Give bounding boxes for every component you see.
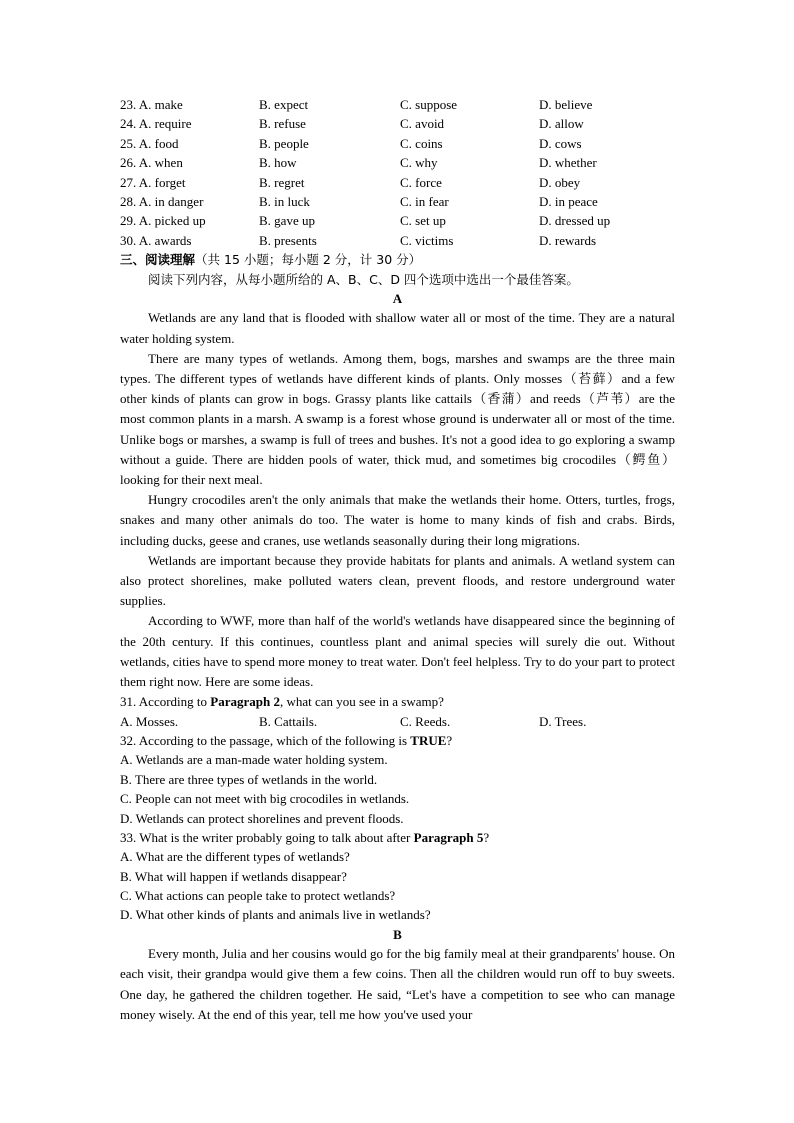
question-32-stem	[120, 731, 675, 750]
cloze-option-a[interactable]: 28. A. in danger	[120, 193, 204, 209]
cloze-option-c[interactable]: C. why	[400, 155, 438, 171]
cloze-option-c[interactable]: C. in fear	[400, 193, 449, 209]
section-title: 三、阅读理解	[120, 252, 196, 268]
cloze-option-a[interactable]: 26. A. when	[120, 155, 183, 171]
cloze-option-a[interactable]: 29. A. picked up	[120, 213, 206, 229]
cloze-option-d[interactable]: D. cows	[539, 135, 582, 151]
q31-option-b[interactable]: B. Cattails.	[259, 713, 318, 729]
cloze-option-b[interactable]: B. gave up	[259, 213, 315, 229]
q33-stem-bold: Paragraph 5	[413, 829, 484, 845]
cloze-option-b[interactable]: B. how	[259, 155, 297, 171]
cloze-option-b[interactable]: B. in luck	[259, 193, 310, 209]
passage-a-body	[120, 308, 675, 692]
cloze-option-d[interactable]: D. obey	[539, 174, 581, 190]
q32-option-c[interactable]: C. People can not meet with big crocodiles in wetlands.	[120, 791, 410, 807]
q32-stem-bold: TRUE	[410, 732, 447, 748]
cloze-row	[120, 173, 675, 192]
cloze-row	[120, 95, 675, 114]
question-31-options	[120, 712, 675, 731]
cloze-option-a[interactable]: 23. A. make	[120, 97, 183, 112]
q32-stem-post: ?	[446, 732, 453, 748]
q32-option-b[interactable]: B. There are three types of wetlands in the world.	[120, 771, 378, 787]
cloze-option-a[interactable]: 25. A. food	[120, 135, 179, 151]
q32-stem-pre: 32. According to the passage, which of the following is	[120, 732, 411, 748]
cloze-row	[120, 192, 675, 211]
cloze-row	[120, 153, 675, 172]
cloze-option-c[interactable]: C. victims	[400, 232, 454, 248]
q31-stem-bold: Paragraph 2	[210, 694, 280, 710]
q33-option-b[interactable]: B. What will happen if wetlands disappear?	[120, 868, 347, 884]
q31-option-a[interactable]: A. Mosses.	[120, 713, 179, 729]
q33-stem-post: ?	[483, 829, 490, 845]
cloze-options-table	[120, 95, 675, 250]
question-32	[120, 731, 675, 828]
cloze-option-d[interactable]: D. allow	[539, 116, 584, 132]
cloze-row	[120, 211, 675, 230]
q31-stem-post: , what can you see in a swamp?	[279, 694, 444, 710]
question-33-stem	[120, 828, 675, 847]
q32-option-a[interactable]: A. Wetlands are a man-made water holding system.	[120, 752, 388, 768]
cloze-option-b[interactable]: B. expect	[259, 97, 309, 112]
cloze-row	[120, 231, 675, 250]
passage-a-paragraph-2: There are many types of wetlands. Among them, bogs, marshes and swamps are the three main types. The different types of wetlands have different kinds of plants. Only mosses（苔藓）and a few other kinds of plants can grow in bogs. Grassy plants like cattails（香蒲）and reeds（芦苇）are the most common plants in a marsh. A swamp is a forest whose ground is underwater all or most of the time. Unlike bogs or marshes, a swamp is full of trees and bushes. It's not a good idea to go exploring a swamp without a guide. There are hidden pools of water, thick mud, and sometimes big crocodiles（鳄鱼）looking for their next meal.	[120, 350, 675, 487]
cloze-option-d[interactable]: D. rewards	[539, 232, 597, 248]
q31-option-d[interactable]: D. Trees.	[539, 713, 587, 729]
question-31-stem	[120, 692, 675, 711]
passage-b-label: B	[393, 926, 402, 942]
exam-page	[120, 95, 675, 1025]
cloze-option-a[interactable]: 24. A. require	[120, 116, 192, 132]
cloze-option-c[interactable]: C. force	[400, 174, 442, 190]
section-instruction: 阅读下列内容，从每小题所给的 A、B、C、D 四个选项中选出一个最佳答案。	[148, 271, 579, 287]
question-31	[120, 692, 675, 731]
passage-b-paragraph-1: Every month, Julia and her cousins would go for the big family meal at their grandparents' house. On each visit, their grandpa would give them a few coins. Then all the children would run off to buy sweets. One day, he gathered the children together. He said, “Let's have a competition to see who can manage money wisely. At the end of this year, tell me how you've used your	[120, 946, 675, 1022]
passage-a-paragraph-5: According to WWF, more than half of the world's wetlands have disappeared since the beginning of the 20th century. If this continues, countless plant and animal species will surely die out. Without wetlands, cities have to spend more money to treat water. Don't feel helpless. Try to do your part to protect them right now. Here are some ideas.	[120, 613, 675, 689]
cloze-option-a[interactable]: 30. A. awards	[120, 232, 192, 248]
cloze-option-c[interactable]: C. set up	[400, 213, 446, 229]
section-heading	[120, 250, 675, 269]
passage-a-paragraph-3: Hungry crocodiles aren't the only animals that make the wetlands their home. Otters, turtles, frogs, snakes and many other animals do too. The water is home to many kinds of fish and crabs. Birds, including ducks, geese and cranes, use wetlands seasonally during their long migrations.	[120, 492, 675, 548]
q31-stem-pre: 31. According to	[120, 694, 211, 710]
cloze-option-d[interactable]: D. whether	[539, 155, 597, 171]
question-33	[120, 828, 675, 925]
cloze-option-a[interactable]: 27. A. forget	[120, 174, 186, 190]
cloze-option-c[interactable]: C. avoid	[400, 116, 445, 132]
cloze-option-c[interactable]: C. suppose	[400, 97, 458, 112]
cloze-option-c[interactable]: C. coins	[400, 135, 443, 151]
cloze-row	[120, 114, 675, 133]
cloze-option-b[interactable]: B. people	[259, 135, 309, 151]
cloze-option-b[interactable]: B. regret	[259, 174, 305, 190]
cloze-option-d[interactable]: D. dressed up	[539, 213, 611, 229]
section-note: （共 15 小题；每小题 2 分，计 30 分）	[195, 252, 422, 268]
q33-option-d[interactable]: D. What other kinds of plants and animals live in wetlands?	[120, 907, 431, 923]
q31-option-c[interactable]: C. Reeds.	[400, 713, 451, 729]
cloze-option-d[interactable]: D. believe	[539, 97, 593, 112]
q33-option-c[interactable]: C. What actions can people take to protect wetlands?	[120, 888, 396, 904]
cloze-row	[120, 134, 675, 153]
cloze-option-b[interactable]: B. refuse	[259, 116, 306, 132]
passage-a-paragraph-4: Wetlands are important because they provide habitats for plants and animals. A wetland system can also protect shorelines, make polluted waters clean, prevent floods, and restore underground water supplies.	[120, 552, 675, 609]
q33-option-a[interactable]: A. What are the different types of wetlands?	[120, 849, 350, 865]
q32-option-d[interactable]: D. Wetlands can protect shorelines and prevent floods.	[120, 810, 404, 826]
q33-stem-pre: 33. What is the writer probably going to talk about after	[120, 829, 414, 845]
cloze-option-b[interactable]: B. presents	[259, 232, 317, 248]
cloze-option-d[interactable]: D. in peace	[539, 193, 598, 209]
passage-a-label: A	[392, 290, 403, 306]
passage-a-paragraph-1: Wetlands are any land that is flooded with shallow water all or most of the time. They are a natural water holding system.	[120, 310, 675, 346]
